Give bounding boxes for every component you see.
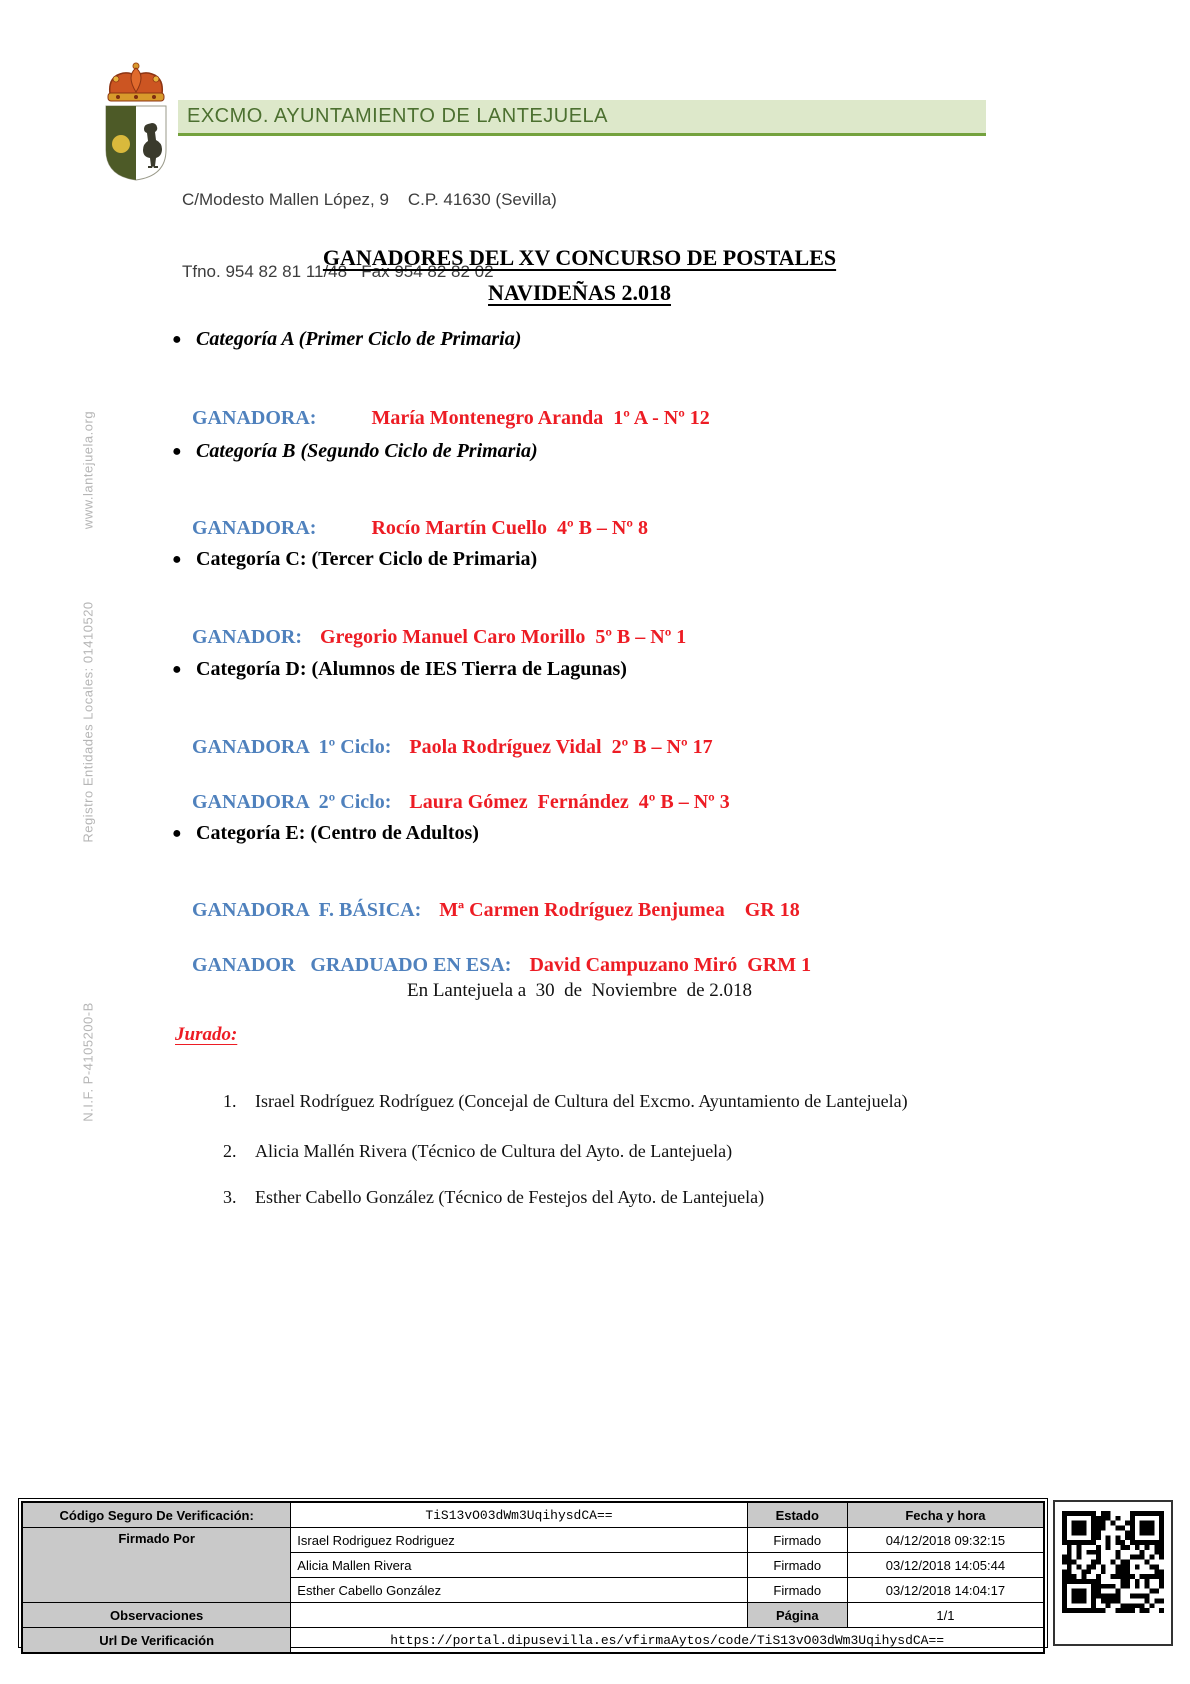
org-phone-fax: Tfno. 954 82 81 11/48 Fax 954 82 82 02 xyxy=(182,262,494,281)
table-row xyxy=(22,1628,1044,1654)
csv-value: TiS13vO03dWm3UqihysdCA== xyxy=(291,1502,747,1528)
bullet-icon: ● xyxy=(172,331,182,348)
jury-text: Alicia Mallén Rivera (Técnico de Cultura del Ayto. de Lantejuela) xyxy=(255,1141,733,1161)
jury-text: Israel Rodríguez Rodríguez (Concejal de Cultura del Excmo. Ayuntamiento de Lantejuela) xyxy=(255,1091,908,1111)
category-e: ● Categoría E: (Centro de Adultos) xyxy=(172,822,479,844)
estado-header: Estado xyxy=(747,1502,847,1528)
winner-name: Rocío Martín Cuello 4º B – Nº 8 xyxy=(371,517,648,539)
jury-member xyxy=(205,1166,764,1229)
signer-estado: Firmado xyxy=(747,1578,847,1603)
margin-nif: N.I.F. P-4105200-B xyxy=(80,1002,96,1122)
category-c: ● Categoría C: (Tercer Ciclo de Primaria) xyxy=(172,548,538,570)
signer-estado: Firmado xyxy=(747,1528,847,1553)
jury-text: Esther Cabello González (Técnico de Festejos del Ayto. de Lantejuela) xyxy=(255,1187,765,1207)
observaciones-label: Observaciones xyxy=(22,1603,291,1628)
bullet-icon: ● xyxy=(172,825,182,842)
winner-label: GANADOR: xyxy=(192,626,302,648)
jury-number: 2. xyxy=(223,1141,237,1161)
margin-registry: Registro Entidades Locales: 01410520 xyxy=(80,601,96,843)
winner-label: GANADORA 1º Ciclo: xyxy=(192,736,392,758)
category-b: ● Categoría B (Segundo Ciclo de Primaria) xyxy=(172,440,538,462)
url-label: Url De Verificación xyxy=(22,1628,291,1654)
category-a: ● Categoría A (Primer Ciclo de Primaria) xyxy=(172,328,522,350)
signer-fecha: 03/12/2018 14:04:17 xyxy=(847,1578,1044,1603)
coat-of-arms-icon xyxy=(96,62,176,182)
table-row xyxy=(22,1528,1044,1553)
title-line-1: GANADORES DEL XV CONCURSO DE POSTALES xyxy=(322,245,837,270)
winner-label: GANADORA: xyxy=(192,407,317,429)
signer-name: Esther Cabello González xyxy=(291,1578,747,1603)
winner-label: GANADORA 2º Ciclo: xyxy=(192,791,392,813)
winner-label: GANADORA: xyxy=(192,517,317,539)
winner-name: Mª Carmen Rodríguez Benjumea GR 18 xyxy=(439,899,800,921)
category-d: ● Categoría D: (Alumnos de IES Tierra de Lagunas) xyxy=(172,658,627,680)
verification-table xyxy=(18,1498,1048,1648)
winner-name: Paola Rodríguez Vidal 2º B – Nº 17 xyxy=(409,736,713,758)
winner-name: Laura Gómez Fernández 4º B – Nº 3 xyxy=(409,791,730,813)
table-row xyxy=(22,1502,1044,1528)
winner-name: Gregorio Manuel Caro Morillo 5º B – Nº 1 xyxy=(320,626,687,648)
jury-number: 1. xyxy=(223,1091,237,1111)
signer-name: Alicia Mallen Rivera xyxy=(291,1553,747,1578)
url-value: https://portal.dipusevilla.es/vfirmaAytos/code/TiS13vO03dWm3UqihysdCA== xyxy=(291,1628,1044,1654)
org-name: EXCMO. AYUNTAMIENTO DE LANTEJUELA xyxy=(187,105,609,127)
csv-label: Código Seguro De Verificación: xyxy=(22,1502,291,1528)
signer-name: Israel Rodriguez Rodriguez xyxy=(291,1528,747,1553)
pagina-value: 1/1 xyxy=(847,1603,1044,1628)
date-line: En Lantejuela a 30 de Noviembre de 2.018 xyxy=(406,980,753,1001)
table-row xyxy=(22,1603,1044,1628)
winner-label: GANADOR GRADUADO EN ESA: xyxy=(192,954,512,976)
qr-code-box xyxy=(1053,1500,1173,1646)
bullet-icon: ● xyxy=(172,661,182,678)
signer-fecha: 03/12/2018 14:05:44 xyxy=(847,1553,1044,1578)
document-title xyxy=(172,240,987,310)
org-address: C/Modesto Mallen López, 9 C.P. 41630 (Sevilla) xyxy=(182,190,557,209)
qr-code xyxy=(1062,1511,1164,1613)
header-band xyxy=(178,100,986,136)
title-line-2: NAVIDEÑAS 2.018 xyxy=(488,280,671,305)
winner-label: GANADORA F. BÁSICA: xyxy=(192,899,422,921)
margin-website: www.lantejuela.org xyxy=(80,410,96,530)
signer-estado: Firmado xyxy=(747,1553,847,1578)
bullet-icon: ● xyxy=(172,551,182,568)
fecha-header: Fecha y hora xyxy=(847,1502,1044,1528)
shield-icon xyxy=(106,106,166,180)
winner-name: David Campuzano Miró GRM 1 xyxy=(529,954,812,976)
firmado-label: Firmado Por xyxy=(22,1528,291,1603)
winner-name: María Montenegro Aranda 1º A - Nº 12 xyxy=(371,407,710,429)
jury-heading: Jurado: xyxy=(175,1024,238,1045)
pagina-label: Página xyxy=(747,1603,847,1628)
crown-icon xyxy=(108,63,164,101)
jury-number: 3. xyxy=(223,1187,237,1207)
bullet-icon: ● xyxy=(172,443,182,460)
signer-fecha: 04/12/2018 09:32:15 xyxy=(847,1528,1044,1553)
observaciones-value xyxy=(291,1603,747,1628)
